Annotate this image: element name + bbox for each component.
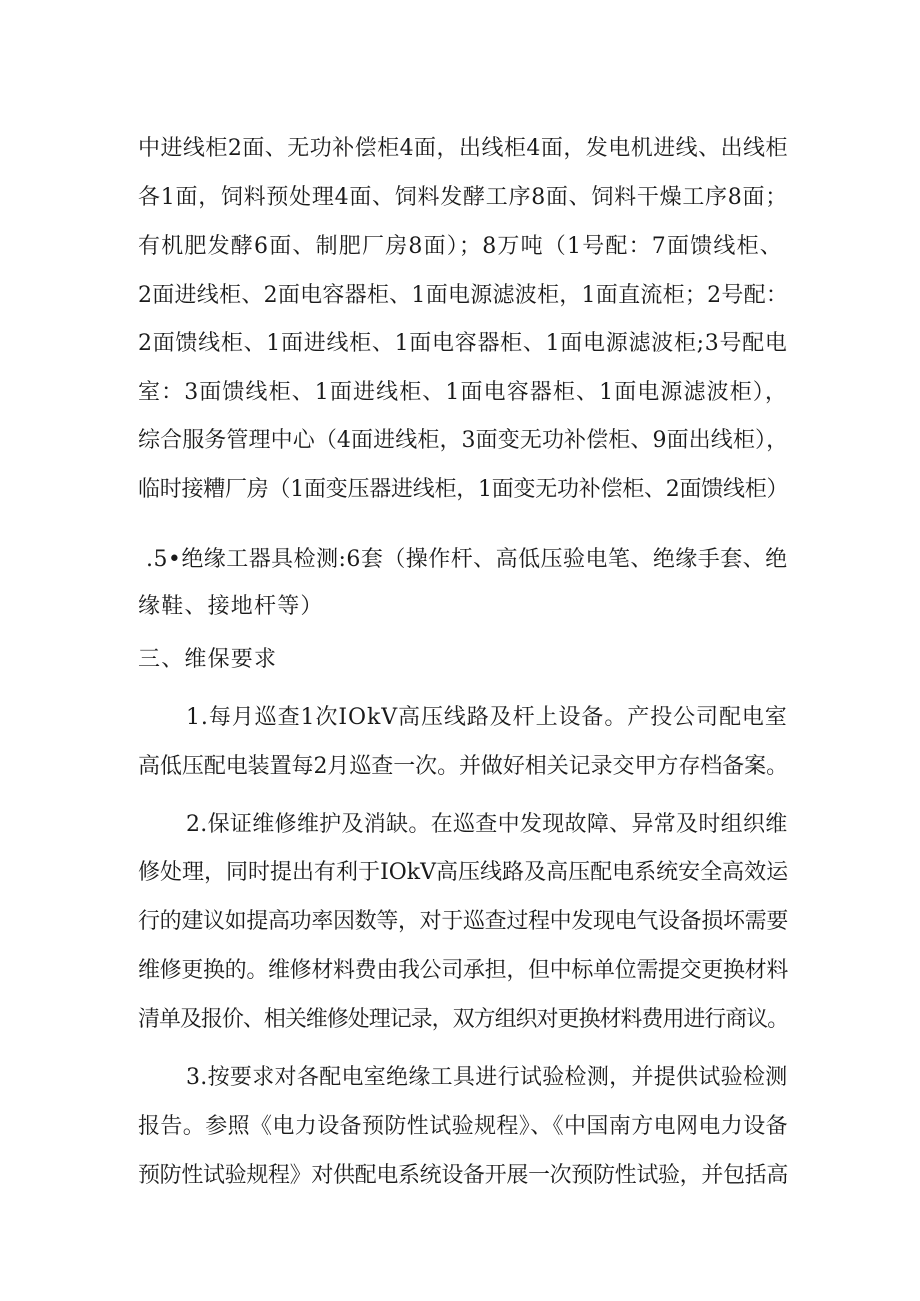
requirement-3-line: 报告。参照《电力设备预防性试验规程》、《中国南方电网电力设备 xyxy=(138,1114,789,1139)
text-line: 有机肥发酵6面、制肥厂房8面）；8万吨（1号配：7面馈线柜、 xyxy=(138,234,783,259)
text-line: 室：3面馈线柜、1面进线柜、1面电容器柜、1面电源滤波柜）， xyxy=(138,380,788,405)
requirement-2-line: 维修更换的。维修材料费由我公司承担，但中标单位需提交更换材料 xyxy=(138,958,789,983)
requirement-1-line: 高低压配电装置每2月巡查一次。并做好相关记录交甲方存档备案。 xyxy=(138,754,788,779)
requirement-2-line: 清单及报价、相关维修处理记录，双方组织对更换材料费用进行商议。 xyxy=(138,1007,789,1032)
text-line: 中进线柜2面、无功补偿柜4面，出线柜4面，发电机进线、出线柜 xyxy=(138,136,788,161)
requirement-1-line: 1.每月巡查1次IOkV高压线路及杆上设备。产投公司配电室 xyxy=(186,705,788,730)
text-line: 2面进线柜、2面电容器柜、1面电源滤波柜，1面直流柜；2号配： xyxy=(138,283,789,308)
text-line: 临时接糟厂房（1面变压器进线柜，1面变无功补偿柜、2面馈线柜） xyxy=(138,477,789,502)
requirement-2-line: 行的建议如提高功率因数等，对于巡查过程中发现电气设备损坏需要 xyxy=(138,909,789,934)
section-heading: 三、维保要求 xyxy=(138,647,278,672)
text-line: 2面馈线柜、1面进线柜、1面电容器柜、1面电源滤波柜;3号配电 xyxy=(138,331,788,356)
requirement-3-line: 预防性试验规程》对供配电系统设备开展一次预防性试验，并包括高 xyxy=(138,1163,789,1188)
item-5-line: 缘鞋、接地杆等） xyxy=(138,594,324,619)
requirement-2-line: 2.保证维修维护及消缺。在巡查中发现故障、异常及时组织维 xyxy=(186,812,788,837)
requirement-3-line: 3.按要求对各配电室绝缘工具进行试验检测，并提供试验检测 xyxy=(186,1065,788,1090)
text-line: 综合服务管理中心（4面进线柜，3面变无功补偿柜、9面出线柜）， xyxy=(138,428,789,453)
requirement-2-line: 修处理，同时提出有利于IOkV高压线路及高压配电系统安全高效运 xyxy=(138,860,789,885)
item-5-line: .5•绝缘工器具检测:6套（操作杆、高低压验电笔、绝缘手套、绝 xyxy=(146,547,788,572)
text-line: 各1面，饲料预处理4面、饲料发酵工序8面、饲料干燥工序8面； xyxy=(138,185,788,210)
